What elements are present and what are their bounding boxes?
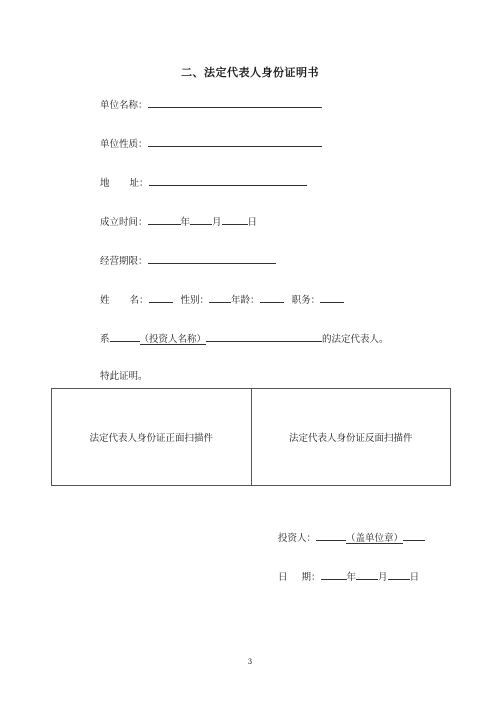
established-day-blank[interactable] xyxy=(222,214,248,225)
id-front-cell: 法定代表人身份证正面扫描件 xyxy=(89,433,213,444)
date-year-blank[interactable] xyxy=(321,569,347,580)
established-day-label: 日 xyxy=(247,217,258,228)
age-label: 年龄： xyxy=(231,295,260,306)
date-day-label: 日 xyxy=(409,572,420,583)
established-year-blank[interactable] xyxy=(148,214,181,225)
address-label-b: 址： xyxy=(129,178,149,189)
unit-name-label: 单位名称： xyxy=(100,100,148,111)
name-blank[interactable] xyxy=(149,292,173,303)
unit-name-blank[interactable] xyxy=(148,97,322,108)
age-blank[interactable] xyxy=(260,292,284,303)
address-row xyxy=(100,175,307,189)
gender-label: 性别： xyxy=(180,295,210,306)
id-back-cell: 法定代表人身份证反面扫描件 xyxy=(251,389,451,485)
statement-blank-b[interactable] xyxy=(206,331,322,342)
operating-period-label: 经营期限： xyxy=(100,256,148,267)
investor-blank-b[interactable] xyxy=(403,530,425,541)
unit-nature-blank[interactable] xyxy=(148,136,322,147)
operating-period-blank[interactable] xyxy=(148,253,276,264)
investor-blank-a[interactable] xyxy=(316,530,346,541)
document-title: 二、法定代表人身份证明书 xyxy=(181,66,319,79)
established-month-label: 月 xyxy=(212,217,222,228)
statement-blank-a[interactable] xyxy=(110,331,140,342)
established-label: 成立时间： xyxy=(100,217,148,228)
date-month-blank[interactable] xyxy=(356,569,378,580)
established-row xyxy=(100,214,257,228)
gender-blank[interactable] xyxy=(209,292,231,303)
unit-name-row xyxy=(100,97,322,111)
personal-info-row xyxy=(100,292,344,306)
statement-prefix: 系 xyxy=(100,334,110,345)
address-blank[interactable] xyxy=(149,175,307,186)
statement-suffix: 的法定代表人。 xyxy=(322,334,389,345)
established-month-blank[interactable] xyxy=(190,214,212,225)
date-month-label: 月 xyxy=(378,572,388,583)
id-scan-table xyxy=(51,388,451,486)
hereby-text: 特此证明。 xyxy=(100,371,148,382)
date-year-label: 年 xyxy=(346,572,357,583)
seal-hint: （盖单位章） xyxy=(346,533,404,544)
date-label-b: 期： xyxy=(301,572,321,583)
established-year-label: 年 xyxy=(180,217,191,228)
unit-nature-label: 单位性质： xyxy=(100,139,148,150)
page-number: 3 xyxy=(247,658,253,666)
name-label-b: 名： xyxy=(129,295,149,306)
investor-signature-row xyxy=(278,530,425,544)
position-blank[interactable] xyxy=(320,292,344,303)
investor-label: 投资人： xyxy=(278,533,317,544)
investor-name-hint: （投资人名称） xyxy=(139,334,207,345)
signature-date-row xyxy=(278,569,419,583)
operating-period-row xyxy=(100,253,276,267)
date-day-blank[interactable] xyxy=(388,569,410,580)
statement-row xyxy=(100,331,389,345)
unit-nature-row xyxy=(100,136,322,150)
date-label-a: 日 xyxy=(278,572,288,583)
name-label-a: 姓 xyxy=(100,295,110,306)
position-label: 职务： xyxy=(291,295,321,306)
address-label-a: 地 xyxy=(100,178,110,189)
